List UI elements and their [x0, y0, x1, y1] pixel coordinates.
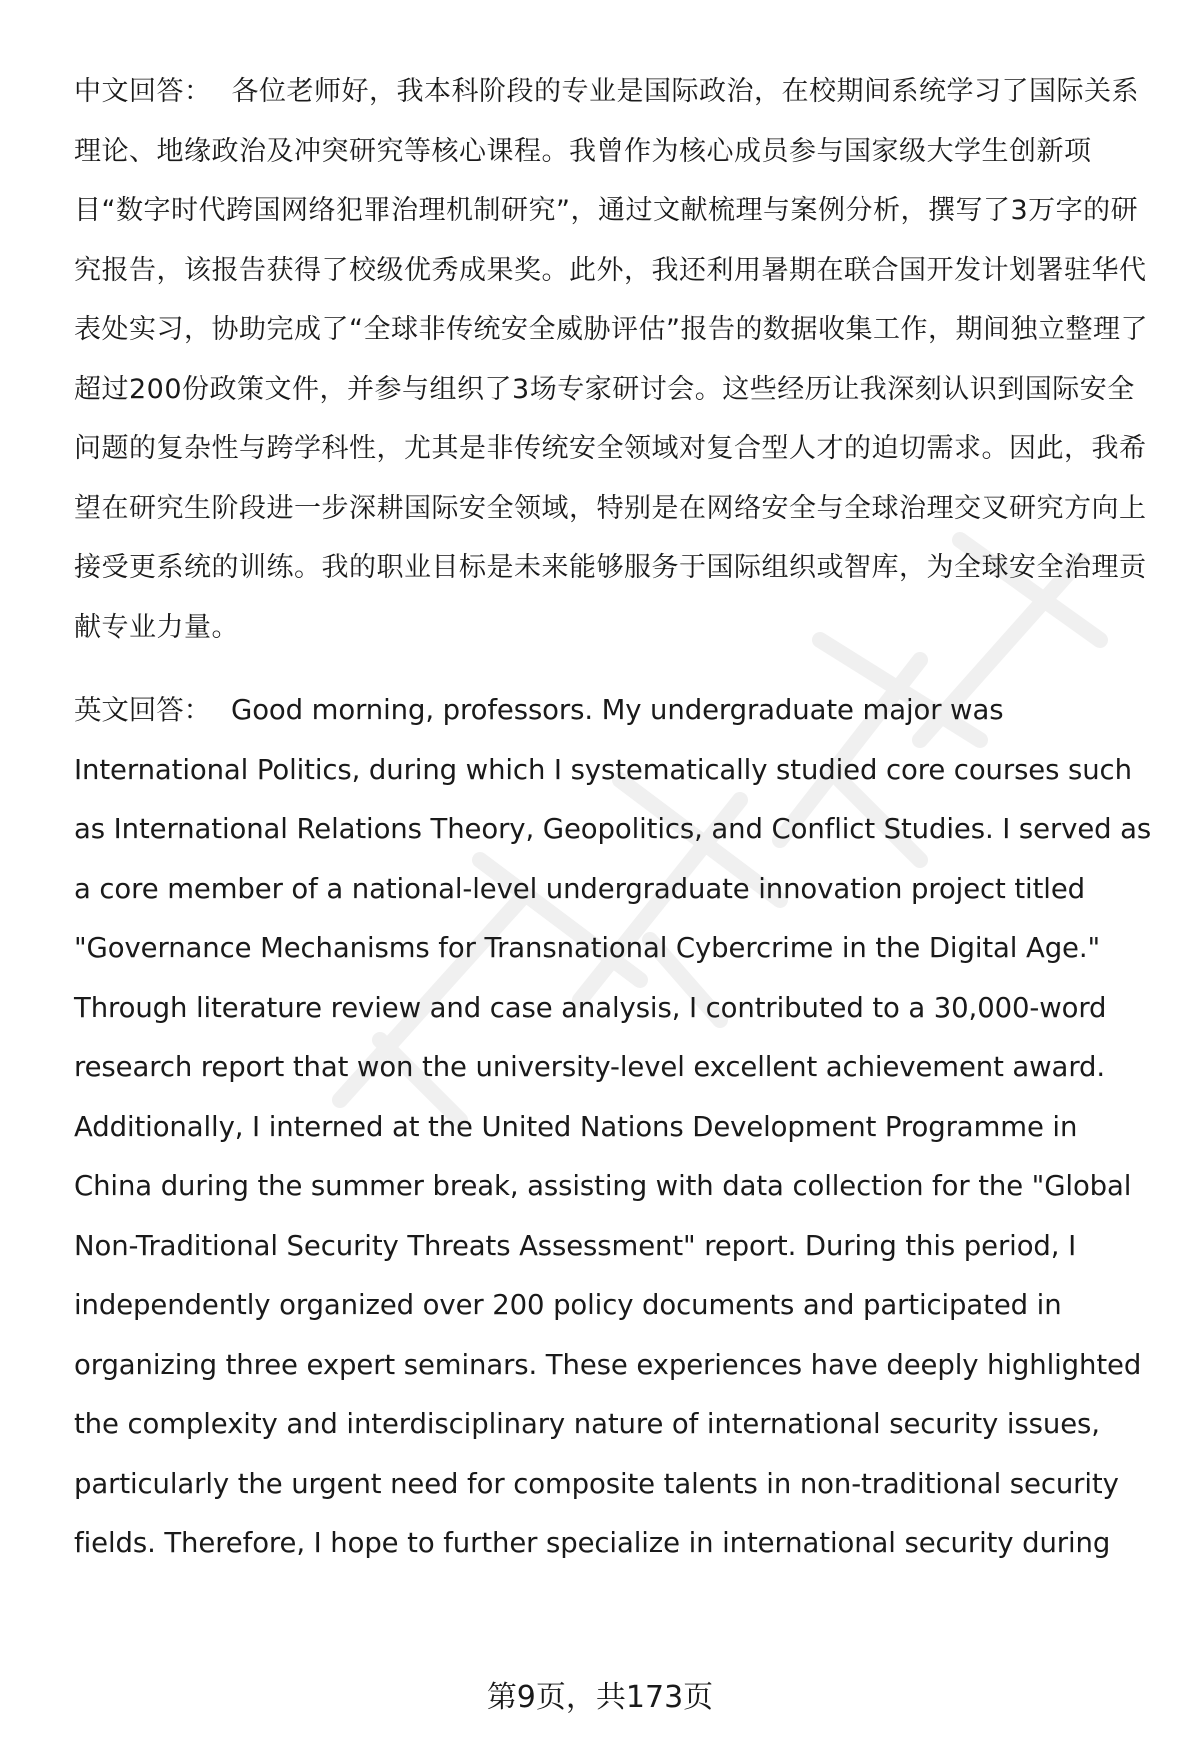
- chinese-answer-text: 各位老师好，我本科阶段的专业是国际政治，在校期间系统学习了国际关系理论、地缘政治及冲突研究等核心课程。我曾作为核心成员参与国家级大学生创新项目“数字时代跨国网络犯罪治理机制研究”，通过文献梳理与案例分析，撰写了3万字的研究报告，该报告获得了校级优秀成果奖。此外，我还利用暑期在联合国开发计划署驻华代表处实习，协助完成了“全球非传统安全威胁评估”报告的数据收集工作，期间独立整理了超过200份政策文件，并参与组织了3场专家研讨会。这些经历让我深刻认识到国际安全问题的复杂性与跨学科性，尤其是非传统安全领域对复合型人才的迫切需求。因此，我希望在研究生阶段进一步深耕国际安全领域，特别是在网络安全与全球治理交叉研究方向上接受更系统的训练。我的职业目标是未来能够服务于国际组织或智库，为全球安全治理贡献专业力量。: [74, 76, 1148, 643]
- page-number-footer: 第9页，共173页: [486, 1680, 714, 1715]
- english-answer-label: 英文回答：: [74, 694, 211, 726]
- chinese-answer-label: 中文回答：: [74, 76, 212, 107]
- english-answer-paragraph: [74, 681, 1154, 1574]
- english-answer-text: Good morning, professors. My undergraduate major was International Politics, during which I systematically studied core courses such as International Relations Theory, Geopolitics, and Conflict Studies. I served as a core member of a national-level undergraduate innovation project titled "Governance Mechanisms for Transnational Cybercrime in the Digital Age." Through literature review and case analysis, I contributed to a 30,000-word research report that won the university-level excellent achievement award. Additionally, I interned at the United Nations Development Programme in China during the summer break, assisting with data collection for the "Global Non-Traditional Security Threats Assessment" report. During this period, I independently organized over 200 policy documents and participated in organizing three expert seminars. These experiences have deeply highlighted the complexity and interdisciplinary nature of international security issues, particularly the urgent need for composite talents in non-traditional security fields. Therefore, I hope to further specialize in international security during: [74, 694, 1152, 1559]
- chinese-answer-paragraph: [74, 62, 1154, 657]
- document-body: [74, 62, 1154, 1574]
